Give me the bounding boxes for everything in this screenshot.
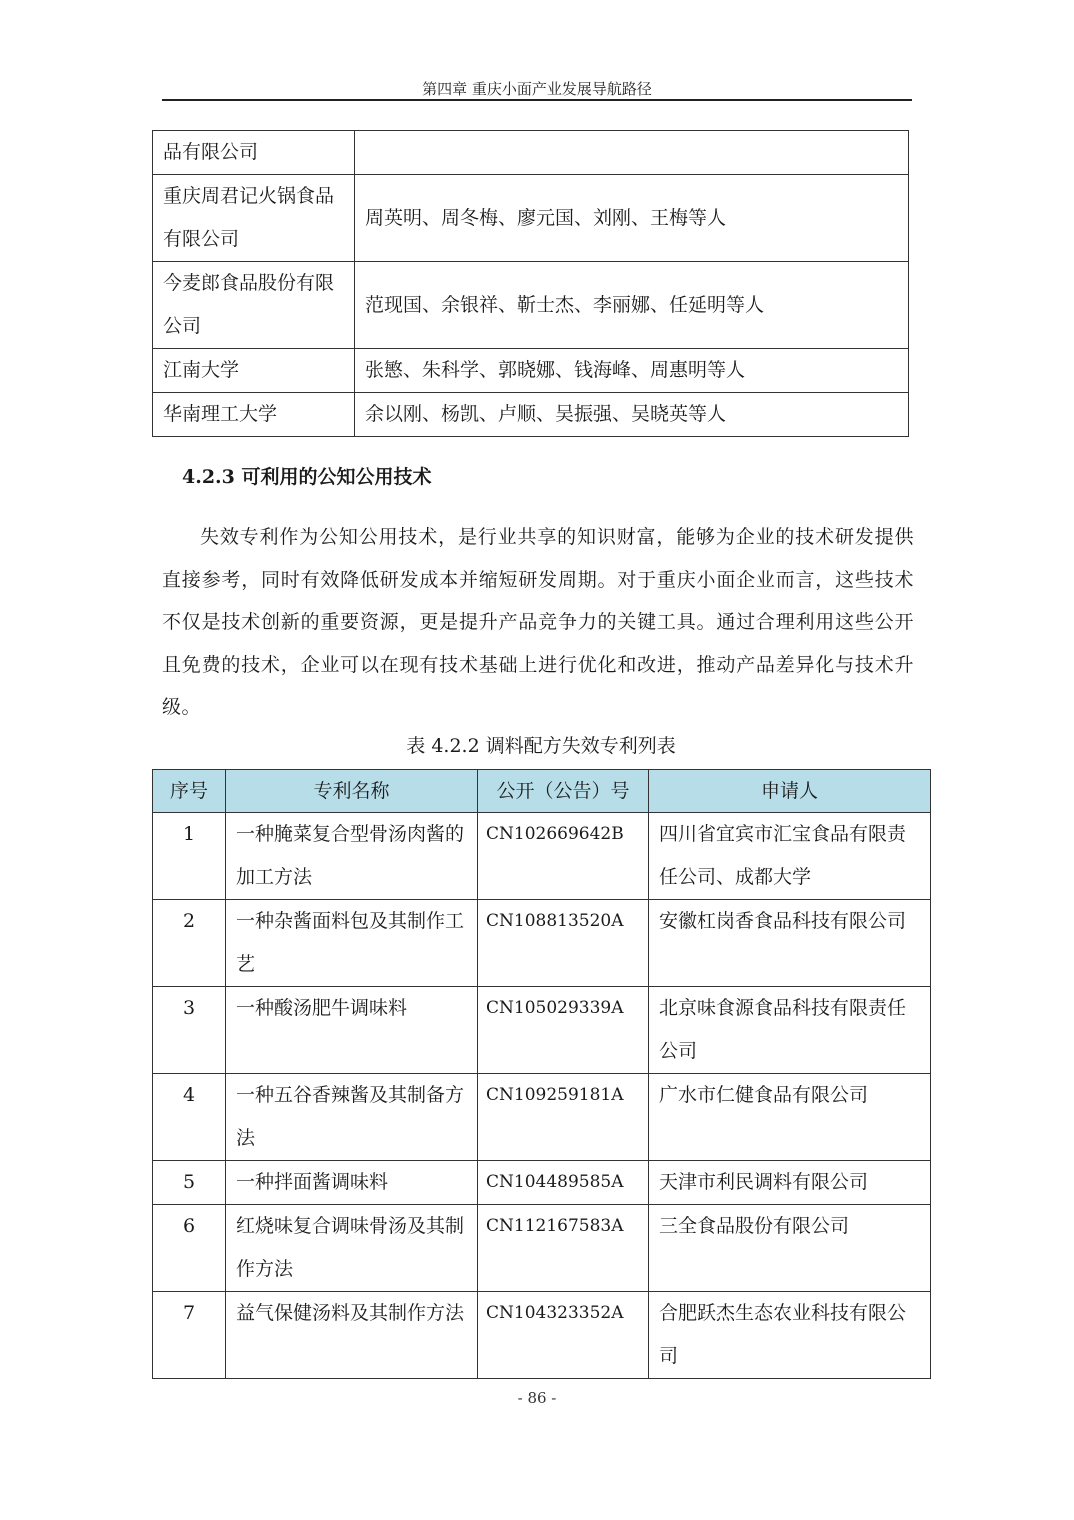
col-header-applicant: 申请人 [649,770,931,813]
people-cell: 周英明、周冬梅、廖元国、刘刚、王梅等人 [355,175,909,262]
applicant: 合肥跃杰生态农业科技有限公司 [649,1292,931,1379]
applicant: 广水市仁健食品有限公司 [649,1074,931,1161]
publication-number: CN108813520A [478,900,649,987]
people-cell: 范现国、余银祥、靳士杰、李丽娜、任延明等人 [355,262,909,349]
org-cell: 重庆周君记火锅食品有限公司 [153,175,355,262]
row-number: 2 [153,900,226,987]
table-row [153,1205,931,1292]
applicant: 北京味食源食品科技有限责任公司 [649,987,931,1074]
people-cell [355,131,909,175]
body-paragraph: 失效专利作为公知公用技术，是行业共享的知识财富，能够为企业的技术研发提供直接参考，同时有效降低研发成本并缩短研发周期。对于重庆小面企业而言，这些技术不仅是技术创新的重要资源，更是提升产品竞争力的关键工具。通过合理利用这些公开且免费的技术，企业可以在现有技术基础上进行优化和改进，推动产品差异化与技术升级。 [162,526,914,718]
row-number: 5 [153,1161,226,1205]
patent-name: 益气保健汤料及其制作方法 [226,1292,478,1379]
table-row [153,131,909,175]
org-cell: 品有限公司 [153,131,355,175]
table-row [153,393,909,437]
publication-number: CN105029339A [478,987,649,1074]
header-rule [162,99,912,101]
table-header-row [153,770,931,813]
org-cell: 江南大学 [153,349,355,393]
table-row [153,262,909,349]
table-row [153,1074,931,1161]
patent-name: 红烧味复合调味骨汤及其制作方法 [226,1205,478,1292]
table-row [153,349,909,393]
table-row [153,987,931,1074]
row-number: 6 [153,1205,226,1292]
page-number: - 86 - [517,1389,557,1407]
row-number: 7 [153,1292,226,1379]
applicant: 三全食品股份有限公司 [649,1205,931,1292]
publication-number: CN112167583A [478,1205,649,1292]
applicant: 四川省宜宾市汇宝食品有限责任公司、成都大学 [649,813,931,900]
running-header: 第四章 重庆小面产业发展导航路径 [422,80,652,98]
table-caption: 表 4.2.2 调料配方失效专利列表 [406,735,676,757]
row-number: 1 [153,813,226,900]
col-header-pub: 公开（公告）号 [478,770,649,813]
applicant: 安徽杠岗香食品科技有限公司 [649,900,931,987]
patent-name: 一种杂酱面料包及其制作工艺 [226,900,478,987]
people-cell: 张慜、朱科学、郭晓娜、钱海峰、周惠明等人 [355,349,909,393]
row-number: 3 [153,987,226,1074]
patent-table [152,769,931,1379]
table-row [153,1161,931,1205]
row-number: 4 [153,1074,226,1161]
table-row [153,1292,931,1379]
publication-number: CN102669642B [478,813,649,900]
table-row [153,175,909,262]
people-cell: 余以刚、杨凯、卢顺、吴振强、吴晓英等人 [355,393,909,437]
inventor-table [152,130,909,437]
col-header-name: 专利名称 [226,770,478,813]
col-header-no: 序号 [153,770,226,813]
org-cell: 华南理工大学 [153,393,355,437]
table-row [153,813,931,900]
publication-number: CN109259181A [478,1074,649,1161]
applicant: 天津市利民调料有限公司 [649,1161,931,1205]
patent-name: 一种五谷香辣酱及其制备方法 [226,1074,478,1161]
patent-name: 一种拌面酱调味料 [226,1161,478,1205]
patent-name: 一种腌菜复合型骨汤肉酱的加工方法 [226,813,478,900]
publication-number: CN104323352A [478,1292,649,1379]
section-heading: 4.2.3 可利用的公知公用技术 [182,466,432,488]
org-cell: 今麦郎食品股份有限公司 [153,262,355,349]
table-row [153,900,931,987]
patent-name: 一种酸汤肥牛调味料 [226,987,478,1074]
publication-number: CN104489585A [478,1161,649,1205]
